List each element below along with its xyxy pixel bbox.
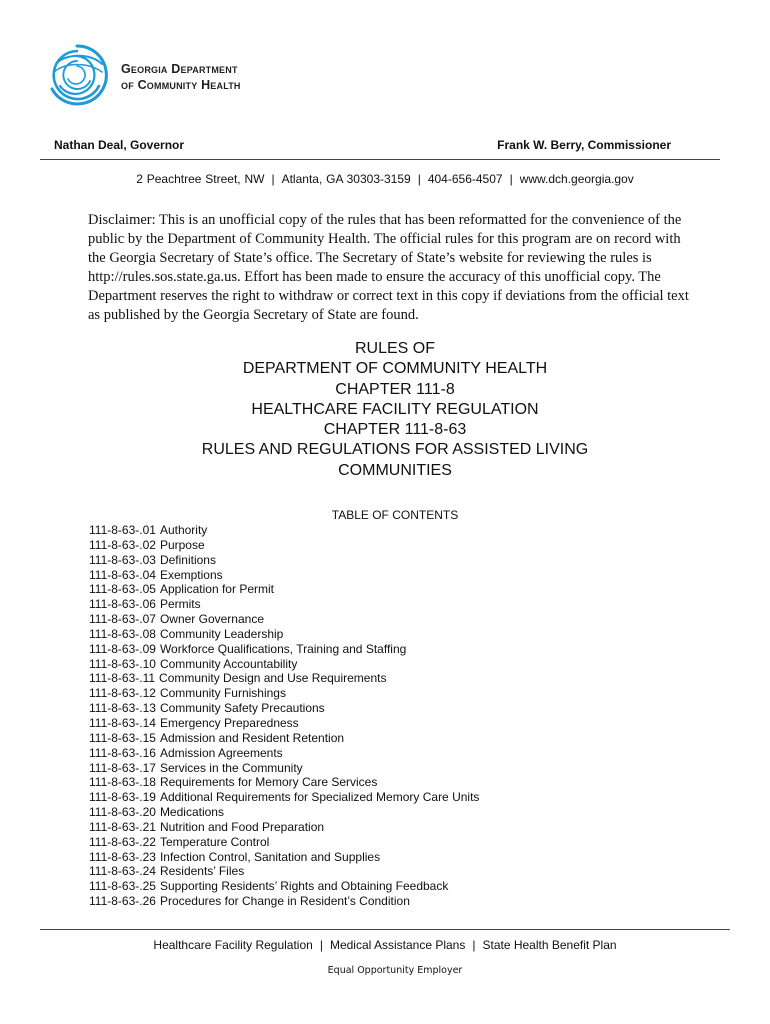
toc-entry-title: Permits <box>159 597 201 612</box>
toc-entry-number: 111-8-63-.01 <box>89 523 156 537</box>
toc-entry <box>89 716 479 731</box>
toc-entry <box>89 879 479 894</box>
toc-entry <box>89 864 479 879</box>
toc-entry-title: Procedures for Change in Resident’s Condition <box>159 894 410 909</box>
toc-entry <box>89 894 479 909</box>
heading-line: RULES OF <box>354 340 435 357</box>
toc-entry-number: 111-8-63-.10 <box>89 656 156 671</box>
toc-entry-title: Purpose <box>159 537 205 552</box>
toc-entry-number: 111-8-63-.02 <box>89 537 156 552</box>
toc-entry-title: Owner Governance <box>159 612 264 627</box>
address-separator: | <box>271 172 275 186</box>
toc-entry <box>89 568 479 583</box>
footer-programs <box>0 938 770 952</box>
footer-program: Medical Assistance Plans <box>329 938 466 952</box>
toc-entry-title: Infection Control, Sanitation and Supplies <box>159 849 381 864</box>
heading-line: HEALTHCARE FACILITY REGULATION <box>251 400 539 418</box>
toc-entry <box>89 642 479 657</box>
toc-entry <box>89 731 479 746</box>
toc-entry-title: Temperature Control <box>159 834 270 849</box>
phone-number: 404-656-4507 <box>427 172 503 186</box>
governor-name: Nathan Deal, Governor <box>54 138 185 152</box>
agency-name-line2: of Community Health <box>121 78 241 92</box>
dch-logo <box>44 42 110 108</box>
commissioner-name: Frank W. Berry, Commissioner <box>497 138 671 152</box>
toc-entry <box>89 820 479 835</box>
address-line <box>0 172 770 186</box>
toc-entry-title: Community Furnishings <box>159 686 286 701</box>
street-address: 2 Peachtree Street, NW <box>136 172 265 186</box>
toc-entry-number: 111-8-63-.21 <box>89 819 156 834</box>
website-link[interactable]: www.dch.georgia.gov <box>519 172 634 186</box>
toc-entry-number: 111-8-63-.25 <box>89 879 156 894</box>
toc-entry-number: 111-8-63-.20 <box>89 805 156 820</box>
toc-entry-title: Definitions <box>159 552 216 567</box>
toc-entry-number: 111-8-63-.07 <box>89 612 156 627</box>
address-separator: | <box>417 172 421 186</box>
toc-entry <box>89 805 479 820</box>
toc-entry <box>89 775 479 790</box>
toc-entry-number: 111-8-63-.14 <box>89 715 156 730</box>
toc-entry-title: Workforce Qualifications, Training and Staffing <box>159 641 407 656</box>
toc-entry-number: 111-8-63-.22 <box>89 834 156 849</box>
toc-entry-title: Application for Permit <box>159 582 274 597</box>
footer-program: Healthcare Facility Regulation <box>153 938 313 952</box>
toc-entry-title: Admission Agreements <box>159 745 283 760</box>
toc-entry <box>89 538 479 553</box>
toc-list <box>89 523 479 909</box>
toc-entry-number: 111-8-63-.11 <box>89 671 156 686</box>
equal-opportunity-statement: Equal Opportunity Employer <box>327 965 463 976</box>
toc-entry-title: Admission and Resident Retention <box>159 730 345 745</box>
agency-name <box>121 61 241 93</box>
toc-entry <box>89 835 479 850</box>
toc-entry-number: 111-8-63-.13 <box>89 701 156 716</box>
toc-entry-number: 111-8-63-.19 <box>89 790 156 805</box>
toc-entry <box>89 627 479 642</box>
toc-entry <box>89 657 479 672</box>
toc-entry <box>89 701 479 716</box>
toc-entry-number: 111-8-63-.03 <box>89 552 156 567</box>
toc-entry <box>89 597 479 612</box>
toc-entry-number: 111-8-63-.16 <box>89 745 156 760</box>
toc-entry-title: Exemptions <box>159 567 223 582</box>
toc-entry-number: 111-8-63-.15 <box>89 730 156 745</box>
toc-entry <box>89 761 479 776</box>
toc-entry-number: 111-8-63-.04 <box>89 567 156 582</box>
disclaimer-paragraph: Disclaimer: This is an unofficial copy of the rules that has been reformatted for the convenience of the public by the Department of Community Health. The official rules for this program are on record with the Georgia Secretary of State’s office. The Secretary of State’s website for reviewing the rules is http://rules.sos.state.ga.us. Effort has been made to ensure the accuracy of this unofficial copy. The Department reserves the right to withdraw or correct text in this copy if deviations from the official text as published by the Georgia Secretary of State are found. <box>88 212 689 323</box>
toc-entry-number: 111-8-63-.08 <box>89 626 156 641</box>
toc-entry-title: Community Accountability <box>159 656 298 671</box>
document-heading <box>0 339 770 481</box>
toc-entry-number: 111-8-63-.06 <box>89 597 156 612</box>
footer-divider <box>40 929 730 930</box>
toc-entry <box>89 671 479 686</box>
toc-entry-title: Services in the Community <box>159 760 303 775</box>
toc-entry <box>89 523 479 538</box>
heading-line: COMMUNITIES <box>338 461 452 479</box>
toc-entry-title: Medications <box>159 805 224 820</box>
heading-line: RULES AND REGULATIONS FOR ASSISTED LIVING <box>201 441 589 459</box>
agency-name-line1: Georgia Department <box>121 62 238 76</box>
toc-entry-number: 111-8-63-.05 <box>89 582 156 597</box>
heading-line: CHAPTER 111-8 <box>335 380 455 398</box>
toc-entry <box>89 686 479 701</box>
toc-entry <box>89 553 479 568</box>
footer-separator: | <box>472 938 476 952</box>
toc-entry-number: 111-8-63-.12 <box>89 686 156 701</box>
toc-entry-number: 111-8-63-.23 <box>89 849 156 864</box>
toc-entry-title: Nutrition and Food Preparation <box>159 819 325 834</box>
heading-line: DEPARTMENT OF COMMUNITY HEALTH <box>242 360 548 378</box>
toc-entry-title: Supporting Residents’ Rights and Obtaining Feedback <box>159 879 449 894</box>
toc-entry-title: Community Design and Use Requirements <box>159 671 387 686</box>
toc-entry-number: 111-8-63-.24 <box>89 864 156 879</box>
toc-entry-title: Community Safety Precautions <box>159 701 325 716</box>
footer-separator: | <box>319 938 323 952</box>
footer-program: State Health Benefit Plan <box>482 938 617 952</box>
toc-entry <box>89 582 479 597</box>
toc-entry <box>89 790 479 805</box>
dch-logo-swirl-icon <box>44 42 110 108</box>
heading-line: CHAPTER 111-8-63 <box>323 421 467 439</box>
toc-entry-title: Authority <box>159 523 208 537</box>
toc-entry-number: 111-8-63-.26 <box>89 894 156 909</box>
toc-entry-title: Requirements for Memory Care Services <box>159 775 378 790</box>
toc-entry-number: 111-8-63-.18 <box>89 775 156 790</box>
toc-entry-title: Community Leadership <box>159 626 284 641</box>
toc-entry <box>89 612 479 627</box>
toc-title: TABLE OF CONTENTS <box>331 508 459 522</box>
city-state-zip: Atlanta, GA 30303-3159 <box>281 172 411 186</box>
toc-entry <box>89 850 479 865</box>
toc-entry-title: Residents’ Files <box>159 864 245 879</box>
toc-entry-title: Emergency Preparedness <box>159 715 299 730</box>
toc-entry-number: 111-8-63-.17 <box>89 760 156 775</box>
toc-entry <box>89 746 479 761</box>
toc-entry-title: Additional Requirements for Specialized Memory Care Units <box>159 790 480 805</box>
header-divider <box>40 159 720 160</box>
toc-entry-number: 111-8-63-.09 <box>89 641 156 656</box>
address-separator: | <box>509 172 513 186</box>
